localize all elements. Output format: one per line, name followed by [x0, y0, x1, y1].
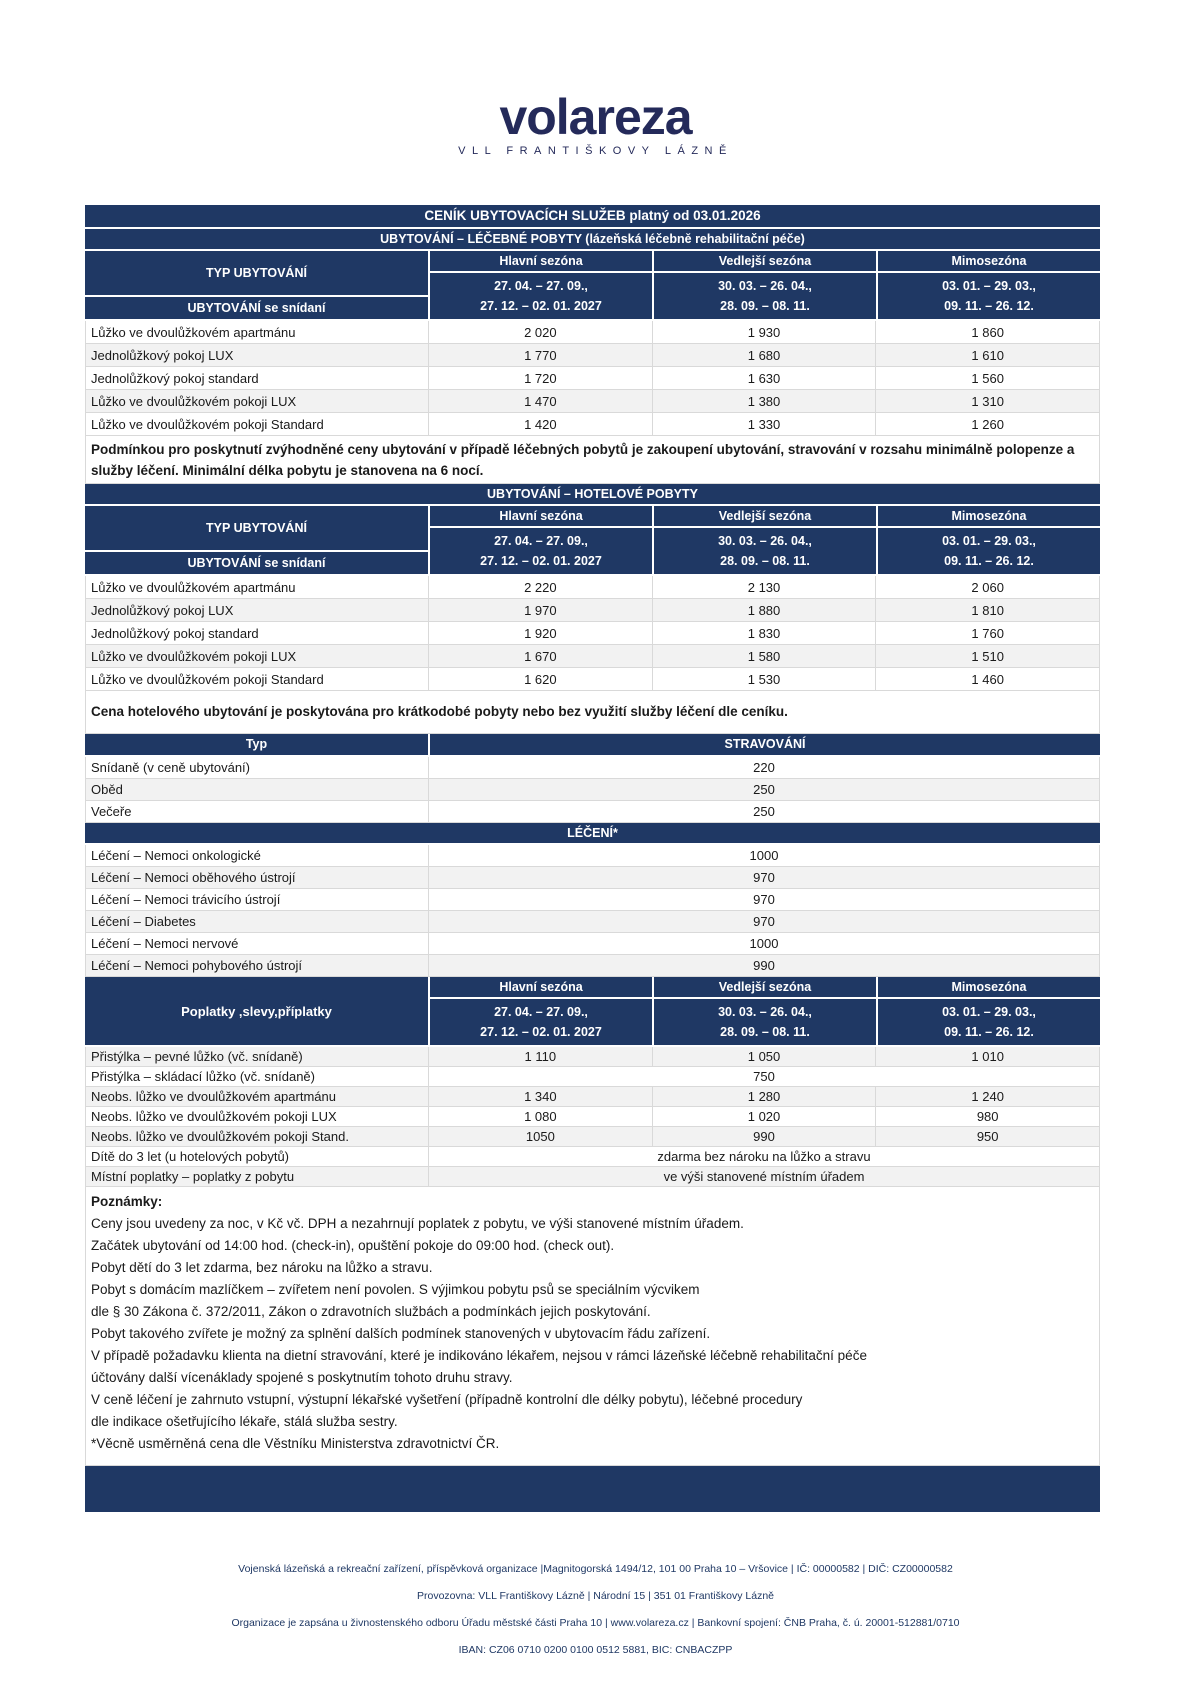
price-value: 1 470	[429, 390, 653, 412]
row-label: Lůžko ve dvoulůžkovém apartmánu	[86, 576, 429, 598]
season-col-mimo	[878, 251, 1100, 319]
row-label: Neobs. lůžko ve dvoulůžkovém pokoji LUX	[86, 1107, 429, 1126]
season-name: Mimosezóna	[878, 977, 1100, 997]
price-value: 1 930	[653, 321, 877, 343]
document-title: CENÍK UBYTOVACÍCH SLUŽEB platný od 03.01.2026	[85, 205, 1100, 227]
season-col-hlavni	[430, 977, 652, 1045]
season-date-line: 28. 09. – 08. 11.	[720, 554, 810, 568]
table-row	[85, 645, 1100, 668]
table-row	[85, 367, 1100, 390]
logo-brand-text: volareza	[499, 89, 692, 145]
season-name: Hlavní sezóna	[430, 977, 652, 997]
price-value: 980	[976, 1109, 999, 1124]
season-date-line: 27. 04. – 27. 09.,	[494, 534, 588, 548]
season-date-line: 03. 01. – 29. 03.,	[942, 534, 1036, 548]
table-row	[85, 1087, 1100, 1107]
note-line: Začátek ubytování od 14:00 hod. (check-in), opuštění pokoje do 09:00 hod. (check out).	[91, 1238, 615, 1253]
price-value: 1 760	[971, 626, 1004, 641]
table-row	[85, 390, 1100, 413]
season-dates	[878, 528, 1100, 574]
price-value: 1 340	[429, 1087, 653, 1106]
price-value: 1 830	[653, 622, 877, 644]
season-name: Mimosezóna	[878, 251, 1100, 271]
poplatky-label: Poplatky ,slevy,příplatky	[85, 977, 428, 1045]
table-row	[85, 911, 1100, 933]
price-value: 1 080	[429, 1107, 653, 1126]
table-row	[85, 801, 1100, 823]
stravovani-table	[85, 757, 1100, 823]
price-value: 250	[753, 804, 775, 819]
season-col-hlavni	[430, 506, 652, 574]
row-label: Jednolůžkový pokoj LUX	[86, 599, 429, 621]
season-dates	[654, 528, 876, 574]
type-column-header	[85, 251, 428, 319]
price-value: 1 530	[653, 668, 877, 690]
price-value: zdarma bez nároku na lůžko a stravu	[657, 1149, 871, 1164]
bottom-divider-bar	[85, 1466, 1100, 1512]
price-value: 2 060	[971, 580, 1004, 595]
note-line: V případě požadavku klienta na dietní stravování, které je indikováno lékařem, nejsou v rámci lázeňské léčebně rehabilitační péče	[91, 1348, 867, 1363]
row-label: Oběd	[86, 779, 429, 800]
table-row	[85, 1167, 1100, 1187]
price-value: 1 330	[653, 413, 877, 435]
type-column-header	[85, 506, 428, 574]
price-value: 1 310	[971, 394, 1004, 409]
season-dates	[430, 999, 652, 1045]
row-label: Dítě do 3 let (u hotelových pobytů)	[86, 1147, 429, 1166]
price-value: 1 720	[429, 367, 653, 389]
price-value: 1 420	[429, 413, 653, 435]
note-hotelove: Cena hotelového ubytování je poskytována pro krátkodobé pobyty nebo bez využití služby léčení dle ceníku.	[85, 691, 1100, 734]
price-value: 1 240	[971, 1089, 1004, 1104]
table-row	[85, 757, 1100, 779]
price-value: 970	[753, 914, 775, 929]
note-line: účtovány další vícenáklady spojené s poskytnutím tohoto druhu stravy.	[91, 1370, 513, 1385]
price-value: 990	[753, 958, 775, 973]
row-label: Jednolůžkový pokoj standard	[86, 622, 429, 644]
season-date-line: 28. 09. – 08. 11.	[720, 1025, 810, 1039]
price-value: 250	[753, 782, 775, 797]
table-row	[85, 1147, 1100, 1167]
price-value: 1050	[429, 1127, 653, 1146]
season-date-line: 09. 11. – 26. 12.	[944, 299, 1034, 313]
season-header-lecebne	[85, 251, 1100, 319]
season-name: Mimosezóna	[878, 506, 1100, 526]
row-label: Neobs. lůžko ve dvoulůžkovém apartmánu	[86, 1087, 429, 1106]
season-name: Vedlejší sezóna	[654, 506, 876, 526]
row-label: Léčení – Nemoci trávicího ústrojí	[86, 889, 429, 910]
row-label: Večeře	[86, 801, 429, 822]
season-date-line: 09. 11. – 26. 12.	[944, 1025, 1034, 1039]
note-line: dle indikace ošetřujícího lékaře, stálá služba sestry.	[91, 1414, 398, 1429]
price-value: 1000	[749, 848, 779, 863]
price-value: 1000	[749, 936, 779, 951]
price-table-lecebne	[85, 321, 1100, 436]
price-value: 990	[653, 1127, 877, 1146]
note-line: Ceny jsou uvedeny za noc, v Kč vč. DPH a nezahrnují poplatek z pobytu, ve výši stanovené místním úřadem.	[91, 1216, 744, 1231]
footer-line: Provozovna: VLL Františkovy Lázně | Národní 15 | 351 01 Františkovy Lázně	[416, 1590, 774, 1602]
breakfast-label: UBYTOVÁNÍ se snídaní	[85, 552, 428, 574]
season-date-line: 30. 03. – 26. 04.,	[718, 1005, 812, 1019]
row-label: Léčení – Diabetes	[86, 911, 429, 932]
price-value: 1 580	[653, 645, 877, 667]
season-date-line: 27. 12. – 02. 01. 2027	[480, 554, 602, 568]
price-value: 1 020	[653, 1107, 877, 1126]
row-label: Jednolůžkový pokoj standard	[86, 367, 429, 389]
season-header-hotelove	[85, 506, 1100, 574]
season-col-vedlejsi	[654, 506, 876, 574]
row-label: Lůžko ve dvoulůžkovém apartmánu	[86, 321, 429, 343]
season-date-line: 28. 09. – 08. 11.	[720, 299, 810, 313]
price-value: 1 630	[653, 367, 877, 389]
breakfast-label: UBYTOVÁNÍ se snídaní	[85, 297, 428, 319]
season-dates	[878, 273, 1100, 319]
typ-column-label: Typ	[85, 734, 428, 755]
price-value: 1 860	[971, 325, 1004, 340]
table-row	[85, 845, 1100, 867]
row-label: Léčení – Nemoci pohybového ústrojí	[86, 955, 429, 976]
table-row	[85, 321, 1100, 344]
note-line: *Věcně usměrněná cena dle Věstníku Ministerstva zdravotnictví ČR.	[91, 1436, 500, 1451]
price-value: 1 770	[429, 344, 653, 366]
section-title-hotelove: UBYTOVÁNÍ – HOTELOVÉ POBYTY	[85, 484, 1100, 504]
price-value: 2 020	[429, 321, 653, 343]
season-dates	[654, 273, 876, 319]
season-col-mimo	[878, 977, 1100, 1045]
row-label: Lůžko ve dvoulůžkovém pokoji LUX	[86, 645, 429, 667]
note-line: Pobyt takového zvířete je možný za splnění dalších podmínek stanovených v ubytovacím řádu zařízení.	[91, 1326, 711, 1341]
note-line: Pobyt dětí do 3 let zdarma, bez nároku na lůžko a stravu.	[91, 1260, 433, 1275]
price-value: 1 380	[653, 390, 877, 412]
price-value: 970	[753, 870, 775, 885]
row-label: Lůžko ve dvoulůžkovém pokoji LUX	[86, 390, 429, 412]
logo	[0, 89, 1191, 157]
note-lecebne: Podmínkou pro poskytnutí zvýhodněné ceny ubytování v případě léčebných pobytů je zakoupení ubytování, stravování v rozsahu minimálně polopenze a služby léčení. Minimální délka pobytu je stanovena na 6 nocí.	[85, 436, 1100, 484]
table-row	[85, 867, 1100, 889]
type-label: TYP UBYTOVÁNÍ	[85, 251, 428, 295]
price-value: 1 810	[971, 603, 1004, 618]
price-value: 1 670	[429, 645, 653, 667]
row-label: Lůžko ve dvoulůžkovém pokoji Standard	[86, 413, 429, 435]
price-value: 1 260	[971, 417, 1004, 432]
season-name: Vedlejší sezóna	[654, 251, 876, 271]
price-value: 1 680	[653, 344, 877, 366]
note-line: V ceně léčení je zahrnuto vstupní, výstupní lékařské vyšetření (případně kontrolní dle délky pobytu), léčebné procedury	[91, 1392, 803, 1407]
season-name: Hlavní sezóna	[430, 251, 652, 271]
section-title-lecebne: UBYTOVÁNÍ – LÉČEBNÉ POBYTY (lázeňská léčebně rehabilitační péče)	[85, 229, 1100, 249]
price-value: 1 010	[971, 1049, 1004, 1064]
price-value: ve výši stanovené místním úřadem	[663, 1169, 865, 1184]
season-date-line: 03. 01. – 29. 03.,	[942, 1005, 1036, 1019]
table-row	[85, 1067, 1100, 1087]
table-row	[85, 344, 1100, 367]
season-dates	[430, 273, 652, 319]
price-value: 1 920	[429, 622, 653, 644]
notes-section	[85, 1187, 1100, 1466]
poplatky-table	[85, 1047, 1100, 1187]
table-row	[85, 413, 1100, 436]
notes-title: Poznámky:	[91, 1194, 163, 1209]
season-date-line: 27. 04. – 27. 09.,	[494, 279, 588, 293]
price-value: 1 110	[429, 1047, 653, 1066]
season-col-hlavni	[430, 251, 652, 319]
note-line: Pobyt s domácím mazlíčkem – zvířetem není povolen. S výjimkou pobytu psů se speciálním výcvikem	[91, 1282, 700, 1297]
table-row	[85, 1107, 1100, 1127]
price-value: 1 460	[971, 672, 1004, 687]
price-value: 1 970	[429, 599, 653, 621]
season-date-line: 09. 11. – 26. 12.	[944, 554, 1034, 568]
price-value: 1 610	[971, 348, 1004, 363]
price-value: 750	[753, 1069, 775, 1084]
price-value: 1 050	[653, 1047, 877, 1066]
season-header-poplatky	[85, 977, 1100, 1045]
season-date-line: 30. 03. – 26. 04.,	[718, 279, 812, 293]
price-value: 1 880	[653, 599, 877, 621]
footer-line: Organizace je zapsána u živnostenského odboru Úřadu městské části Praha 10 | www.volareza.cz | Bankovní spojení: ČNB Praha, č. ú. 20001-512881/0710	[231, 1617, 960, 1629]
price-table-hotelove	[85, 576, 1100, 691]
row-label: Lůžko ve dvoulůžkovém pokoji Standard	[86, 668, 429, 690]
stravovani-column-label: STRAVOVÁNÍ	[430, 734, 1100, 755]
footer-line: Vojenská lázeňská a rekreační zařízení, příspěvková organizace |Magnitogorská 1494/12, 101 00 Praha 10 – Vršovice | IČ: 00000582 | DIČ: CZ00000582	[238, 1563, 953, 1575]
season-date-line: 27. 12. – 02. 01. 2027	[480, 299, 602, 313]
section-title-leceni: LÉČENÍ*	[85, 823, 1100, 843]
season-dates	[654, 999, 876, 1045]
footer-line: IBAN: CZ06 0710 0200 0100 0512 5881, BIC: CNBACZPP	[458, 1644, 733, 1656]
row-label: Neobs. lůžko ve dvoulůžkovém pokoji Stand.	[86, 1127, 429, 1146]
row-label: Přistýlka – skládací lůžko (vč. snídaně)	[86, 1067, 429, 1086]
season-dates	[430, 528, 652, 574]
row-label: Léčení – Nemoci onkologické	[86, 845, 429, 866]
season-date-line: 30. 03. – 26. 04.,	[718, 534, 812, 548]
table-row	[85, 1047, 1100, 1067]
price-value: 2 130	[653, 576, 877, 598]
price-value: 2 220	[429, 576, 653, 598]
table-row	[85, 599, 1100, 622]
row-label: Léčení – Nemoci oběhového ústrojí	[86, 867, 429, 888]
document-footer	[0, 1556, 1191, 1664]
season-name: Hlavní sezóna	[430, 506, 652, 526]
table-row	[85, 779, 1100, 801]
pricelist-content	[85, 205, 1100, 1512]
row-label: Přistýlka – pevné lůžko (vč. snídaně)	[86, 1047, 429, 1066]
season-col-mimo	[878, 506, 1100, 574]
table-row	[85, 622, 1100, 645]
table-row	[85, 933, 1100, 955]
row-label: Jednolůžkový pokoj LUX	[86, 344, 429, 366]
logo-subtitle: VLL FRANTIŠKOVY LÁZNĚ	[458, 145, 733, 157]
table-row	[85, 668, 1100, 691]
price-value: 1 510	[971, 649, 1004, 664]
type-label: TYP UBYTOVÁNÍ	[85, 506, 428, 550]
price-value: 1 280	[653, 1087, 877, 1106]
season-date-line: 27. 12. – 02. 01. 2027	[480, 1025, 602, 1039]
row-label: Snídaně (v ceně ubytování)	[86, 757, 429, 778]
note-line: dle § 30 Zákona č. 372/2011, Zákon o zdravotních službách a podmínkách jejich poskytování.	[91, 1304, 651, 1319]
price-value: 950	[976, 1129, 999, 1144]
season-date-line: 27. 04. – 27. 09.,	[494, 1005, 588, 1019]
row-label: Místní poplatky – poplatky z pobytu	[86, 1167, 429, 1186]
table-row	[85, 1127, 1100, 1147]
table-row	[85, 889, 1100, 911]
price-value: 1 560	[971, 371, 1004, 386]
season-date-line: 03. 01. – 29. 03.,	[942, 279, 1036, 293]
table-row	[85, 576, 1100, 599]
price-value: 220	[753, 760, 775, 775]
stravovani-header	[85, 734, 1100, 755]
season-name: Vedlejší sezóna	[654, 977, 876, 997]
table-row	[85, 955, 1100, 977]
season-col-vedlejsi	[654, 977, 876, 1045]
season-dates	[878, 999, 1100, 1045]
price-value: 1 620	[429, 668, 653, 690]
row-label: Léčení – Nemoci nervové	[86, 933, 429, 954]
price-value: 970	[753, 892, 775, 907]
leceni-table	[85, 845, 1100, 977]
season-col-vedlejsi	[654, 251, 876, 319]
